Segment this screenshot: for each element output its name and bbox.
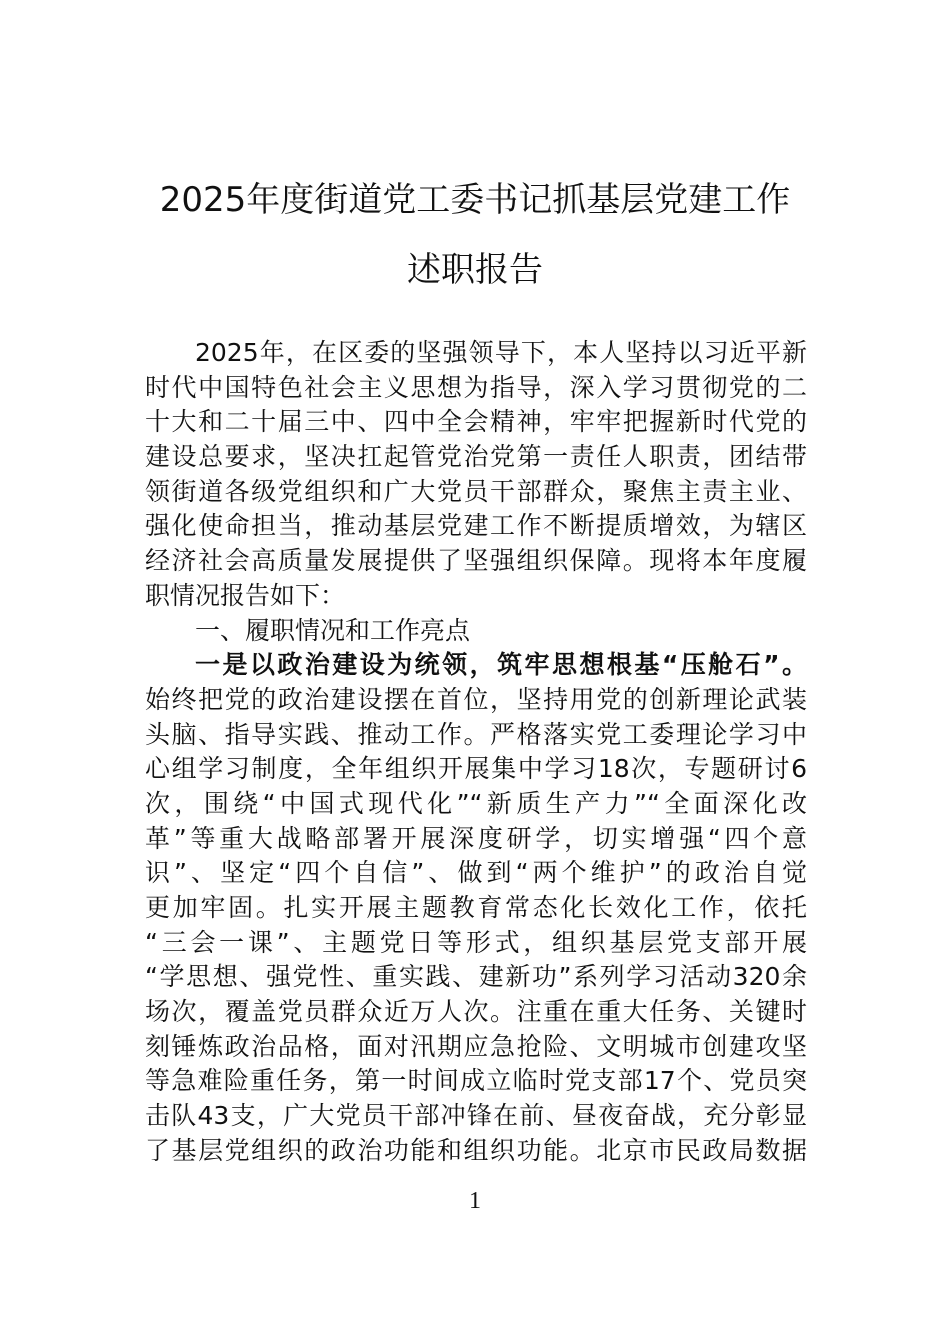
paragraph-line: “学思想、强党性、重实践、建新功”系列学习活动320余 [145, 962, 807, 992]
paragraph-line: 头脑、指导实践、推动工作。严格落实党工委理论学习中 [145, 719, 807, 749]
paragraph-line: “三会一课”、主题党日等形式，组织基层党支部开展 [145, 927, 807, 957]
paragraph-line: 场次，覆盖党员群众近万人次。注重在重大任务、关键时 [145, 997, 807, 1027]
paragraph-line: 十大和二十届三中、四中全会精神，牢牢把握新时代党的 [145, 407, 807, 437]
paragraph-line: 革”等重大战略部署开展深度研学，切实增强“四个意 [145, 823, 807, 853]
paragraph-line: 刻锤炼政治品格，面对汛期应急抢险、文明城市创建攻坚 [145, 1031, 807, 1061]
paragraph-line: 始终把党的政治建设摆在首位，坚持用党的创新理论武装 [145, 684, 807, 714]
paragraph-line: 领街道各级党组织和广大党员干部群众，聚焦主责主业、 [145, 476, 807, 506]
document-title-line-2: 述职报告 [407, 250, 543, 290]
paragraph-line: 职情况报告如下： [145, 580, 346, 610]
paragraph-line: 心组学习制度，全年组织开展集中学习18次，专题研讨6 [145, 754, 807, 784]
paragraph-line: 击队43支，广大党员干部冲锋在前、昼夜奋战，充分彰显 [145, 1101, 807, 1131]
bold-subheading: 一是以政治建设为统领，筑牢思想根基“压舱石”。 [195, 650, 807, 680]
paragraph-line: 强化使命担当，推动基层党建工作不断提质增效，为辖区 [145, 511, 807, 541]
document-title-line-1: 2025年度街道党工委书记抓基层党建工作 [159, 180, 791, 220]
page-number: 1 [469, 1188, 481, 1214]
paragraph-line: 识”、坚定“四个自信”、做到“两个维护”的政治自觉 [145, 858, 807, 888]
section-heading: 一、履职情况和工作亮点 [195, 615, 471, 645]
paragraph-line: 2025年，在区委的坚强领导下，本人坚持以习近平新 [195, 338, 807, 367]
paragraph-line: 建设总要求，坚决扛起管党治党第一责任人职责，团结带 [145, 442, 807, 472]
paragraph-line: 更加牢固。扎实开展主题教育常态化长效化工作，依托 [145, 893, 807, 922]
paragraph-line: 次，围绕“中国式现代化”“新质生产力”“全面深化改 [145, 788, 807, 818]
document-body [145, 336, 807, 1169]
paragraph-line: 时代中国特色社会主义思想为指导，深入学习贯彻党的二 [145, 372, 807, 402]
paragraph-line: 经济社会高质量发展提供了坚强组织保障。现将本年度履 [145, 546, 807, 576]
paragraph-line: 等急难险重任务，第一时间成立临时党支部17个、党员突 [145, 1066, 807, 1096]
paragraph-line: 了基层党组织的政治功能和组织功能。北京市民政局数据 [145, 1135, 807, 1165]
